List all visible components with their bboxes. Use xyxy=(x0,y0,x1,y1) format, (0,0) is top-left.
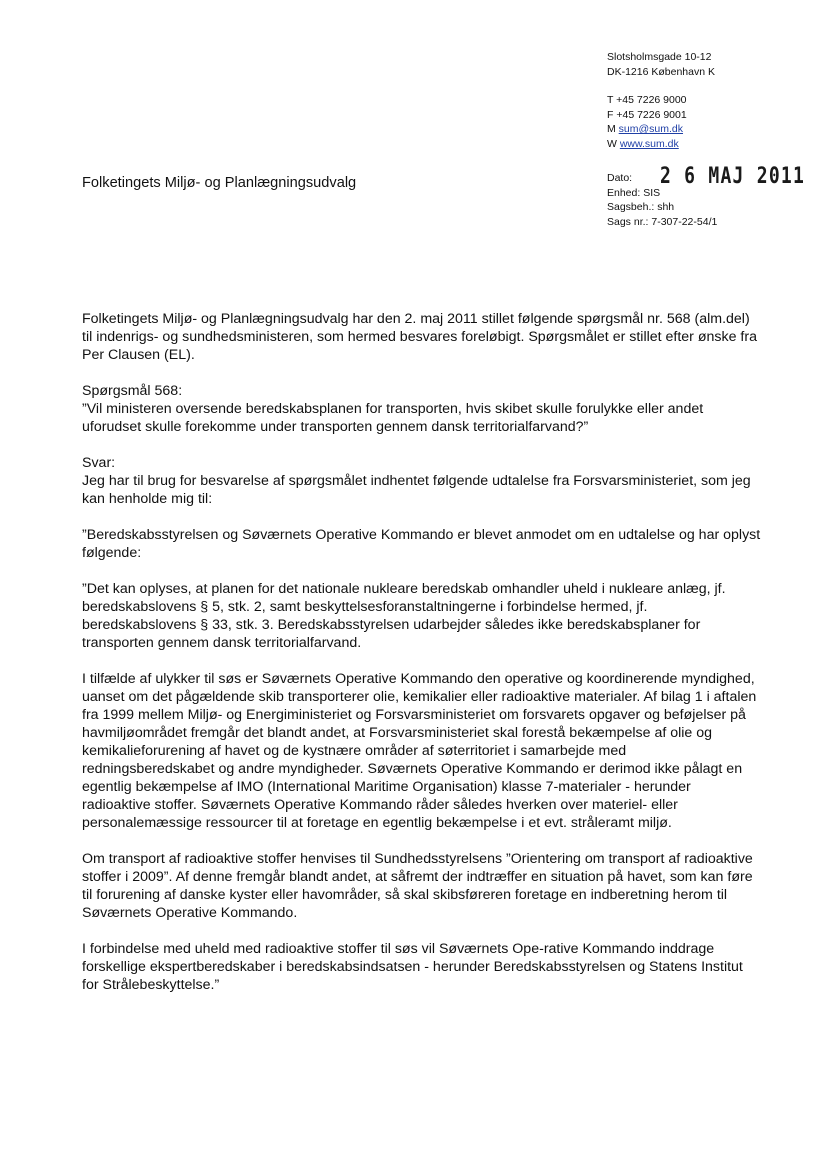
letter-body xyxy=(82,310,762,1012)
question-text: ”Vil ministeren oversende beredskabsplanen for transporten, hvis skibet skulle forulykke eller andet uforudset skulle forekomme under transporten gennem dansk territorialfarvand?” xyxy=(82,401,704,435)
sender-block xyxy=(607,50,817,152)
sender-web: W www.sum.dk xyxy=(607,137,679,150)
sender-address-line1: Slotsholmsgade 10-12 xyxy=(607,51,712,63)
intro-paragraph: Folketingets Miljø- og Planlægningsudvalg har den 2. maj 2011 stillet følgende spørgsmål nr. 568 (alm.del) til indenrigs- og sundhedsministeren, som hermed besvares foreløbigt. Spørgsmålet er stillet efter ønske fra Per Clausen (EL). xyxy=(82,311,757,363)
sender-mail-link[interactable]: sum@sum.dk xyxy=(618,123,684,136)
sender-address-line2: DK-1216 København K xyxy=(607,65,715,78)
question-label: Spørgsmål 568: xyxy=(82,383,183,399)
recipient: Folketingets Miljø- og Planlægningsudvalg xyxy=(82,175,357,191)
paragraph-3: Om transport af radioaktive stoffer henvises til Sundhedsstyrelsens ”Orientering om transport af radioaktive stoffer i 2009”. Af denne fremgår blandt andet, at såfremt der indtræffer en situation på havet, som kan føre til forurening af danske kyster eller havområder, så skal skibsføreren foretage en indberetning herom til Søværnets Operative Kommando. xyxy=(82,851,753,921)
sender-phone: T +45 7226 9000 xyxy=(607,94,687,107)
sender-web-link[interactable]: www.sum.dk xyxy=(619,137,679,150)
quote-intro: ”Beredskabsstyrelsen og Søværnets Operative Kommando er blevet anmodet om en udtalelse og har oplyst følgende: xyxy=(82,527,761,561)
answer-label: Svar: xyxy=(82,455,116,471)
case-number: Sags nr.: 7-307-22-54/1 xyxy=(607,215,718,228)
date-label: Dato: xyxy=(607,172,633,184)
date-stamp: 2 6 MAJ 2011 xyxy=(660,164,806,189)
unit: Enhed: SIS xyxy=(607,186,661,199)
case-officer: Sagsbeh.: shh xyxy=(607,201,675,214)
answer-text: Jeg har til brug for besvarelse af spørgsmålet indhentet følgende udtalelse fra Forsvarsministeriet, som jeg kan henholde mig til: xyxy=(82,473,751,507)
date-row xyxy=(607,164,817,189)
paragraph-1: ”Det kan oplyses, at planen for det nationale nukleare beredskab omhandler uheld i nukleare anlæg, jf. beredskabslovens § 5, stk. 2, samt beskyttelsesforanstaltningerne i forbindelse hermed, jf. beredskabslovens § 33, stk. 3. Beredskabsstyrelsen udarbejder således ikke beredskabsplaner for transporten gennem dansk territorialfarvand. xyxy=(82,581,726,651)
case-meta xyxy=(607,164,817,229)
sender-mail: M sum@sum.dk xyxy=(607,123,684,136)
sender-fax: F +45 7226 9001 xyxy=(607,108,687,121)
paragraph-2: I tilfælde af ulykker til søs er Søværnets Operative Kommando den operative og koordinerende myndighed, uanset om det pågældende skib transporterer olie, kemikalier eller radioaktive materialer. Af bilag 1 i aftalen fra 1999 mellem Miljø- og Energiministeriet og Forsvarsministeriet om forsvarets opgaver og beføjelser på havmiljøområdet fremgår det blandt andet, at Forsvarsministeriet skal forestå bekæmpelse af olie og kemikalieforurening af havet og de kystnære områder af søterritoriet i samarbejde med redningsberedskabet og andre myndigheder. Søværnets Operative Kommando er derimod ikke pålagt en egentlig bekæmpelse af IMO (International Maritime Organisation) klasse 7-materialer - herunder radioaktive stoffer. Søværnets Operative Kommando råder således hverken over materiel- eller personalemæssige ressourcer til at foretage en egentlig bekæmpelse i et evt. strålеramt miljø. xyxy=(82,671,757,831)
paragraph-4: I forbindelse med uheld med radioaktive stoffer til søs vil Søværnets Ope-rative Kommando inddrage forskellige ekspertberedskaber i beredskabsindsatsen - herunder Beredskabsstyrelsen og Statens Institut for Strålebeskyttelse.” xyxy=(82,941,743,993)
